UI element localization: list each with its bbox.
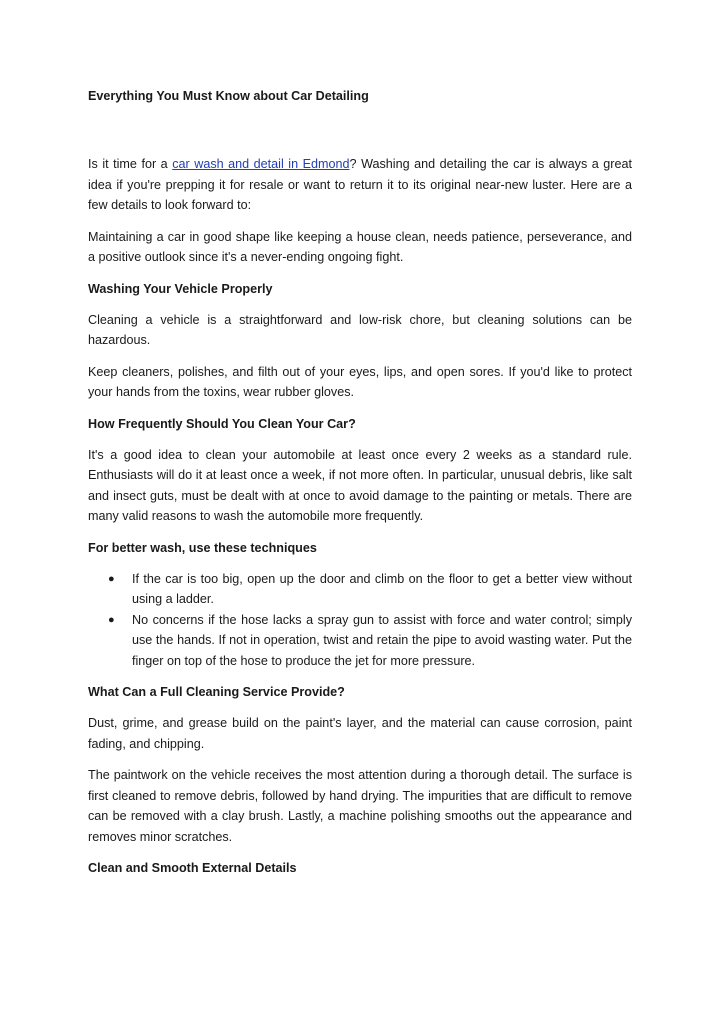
- list-item: [88, 569, 632, 610]
- maintaining-paragraph: Maintaining a car in good shape like keeping a house clean, needs patience, perseverance, and a positive outlook since it's a never-ending ongoing fight.: [88, 229, 632, 264]
- cleaning-paragraph: Cleaning a vehicle is a straightforward and low-risk chore, but cleaning solutions can be hazardous.: [88, 312, 632, 347]
- washing-heading: Washing Your Vehicle Properly: [88, 281, 273, 296]
- frequency-heading: How Frequently Should You Clean Your Car?: [88, 416, 356, 431]
- frequency-paragraph: It's a good idea to clean your automobile at least once every 2 weeks as a standard rule. Enthusiasts will do it at least once a week, if not more often. In particular, unusual debris, like salt and insect guts, must be dealt with at once to avoid damage to the painting or metals. There are many valid reasons to wash the automobile more frequently.: [88, 447, 632, 523]
- keep-cleaners-paragraph: Keep cleaners, polishes, and filth out of your eyes, lips, and open sores. If you'd like to protect your hands from the toxins, wear rubber gloves.: [88, 364, 632, 399]
- intro-text-before: Is it time for a: [88, 157, 173, 171]
- external-details-heading: Clean and Smooth External Details: [88, 861, 297, 875]
- car-wash-link[interactable]: car wash and detail in Edmond: [172, 157, 350, 171]
- intro-paragraph: [88, 154, 632, 216]
- list-item-text: No concerns if the hose lacks a spray gun to assist with force and water control; simply use the hands. If not in operation, twist and retain the pipe to avoid wasting water. Put the finger on top of the hose to produce the jet for more pressure.: [132, 612, 632, 668]
- bullet-icon: ●: [108, 613, 115, 626]
- document-title: Everything You Must Know about Car Detailing: [88, 89, 369, 103]
- intro-text-after: ? Washing and detailing the car is always a great idea if you're prepping it for resale or want to return it to its original near-new luster. Here are a few details to look forward to:: [88, 157, 633, 212]
- full-service-heading: What Can a Full Cleaning Service Provide?: [88, 685, 345, 699]
- list-item-text: If the car is too big, open up the door and climb on the floor to get a better view without using a ladder.: [132, 571, 632, 606]
- techniques-list: [88, 569, 632, 672]
- paintwork-paragraph: The paintwork on the vehicle receives the most attention during a thorough detail. The surface is first cleaned to remove debris, followed by hand drying. The impurities that are difficult to remove can be removed with a clay brush. Lastly, a machine polishing smooths out the appearance and removes minor scratches.: [88, 768, 632, 844]
- list-item: [88, 610, 632, 672]
- techniques-heading: For better wash, use these techniques: [88, 540, 317, 555]
- dust-paragraph: Dust, grime, and grease build on the paint's layer, and the material can cause corrosion, paint fading, and chipping.: [88, 716, 632, 751]
- bullet-icon: ●: [108, 572, 115, 585]
